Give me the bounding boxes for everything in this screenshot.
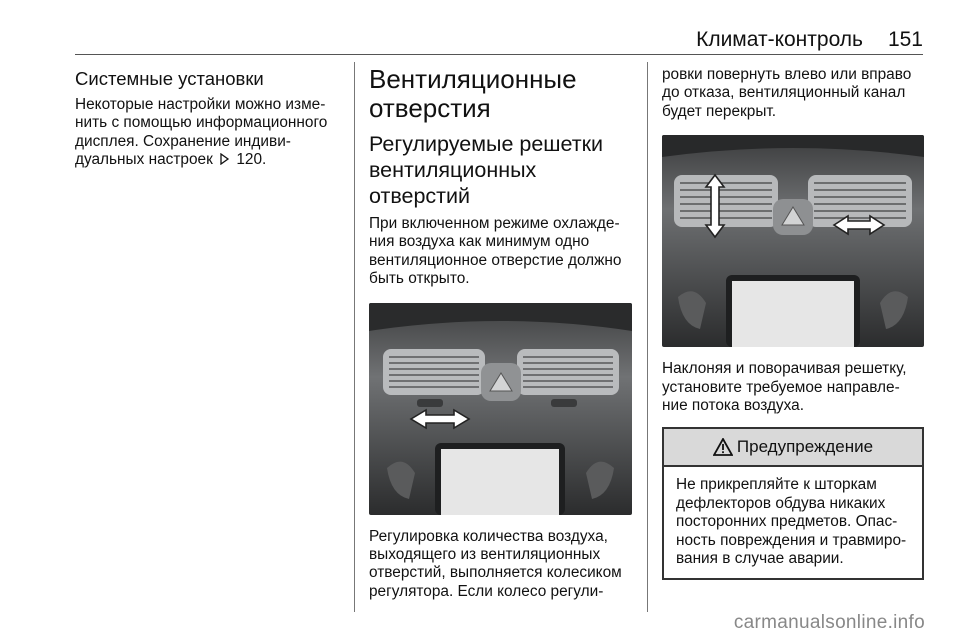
column-air-vents [369, 62, 634, 601]
text-line: нить с помощью информационного [75, 114, 328, 132]
section-title: Климат-контроль [696, 28, 863, 51]
text-line: посторонних предметов. Опас- [676, 513, 898, 531]
vent-wheel-photo [369, 303, 632, 515]
text-line: ния воздуха как минимум одно [369, 233, 590, 251]
text-line: ность повреждения и травмиро- [676, 531, 907, 549]
subtitle-line: вентиляционных [369, 158, 537, 182]
text-line: дефлекторов обдува никаких [676, 494, 886, 512]
text-line: Не прикрепляйте к шторкам [676, 476, 877, 494]
column-system-settings [75, 62, 341, 170]
warning-title: Предупреждение [736, 437, 874, 457]
text-line: вентиляционное отверстие должно [369, 251, 622, 269]
text-line: быть открыто. [369, 270, 470, 288]
text-line: Регулировка количества воздуха, [369, 527, 608, 545]
page-number: 151 [887, 28, 923, 51]
column-divider [647, 62, 648, 612]
text-line: отверстий, выполняется колесиком [369, 564, 622, 582]
text-line: При включенном режиме охлажде- [369, 215, 620, 232]
text-line: дисплея. Сохранение индиви- [75, 132, 291, 150]
warning-header [664, 429, 922, 467]
subtitle-line: отверстий [369, 184, 471, 208]
text-line: ровки повернуть влево или вправо [662, 66, 912, 83]
text-line: ние потока воздуха. [662, 397, 804, 415]
subtitle-line: Регулируемые решетки [369, 132, 604, 156]
warning-triangle-icon [713, 438, 733, 456]
text-line: будет перекрыт. [662, 102, 777, 120]
text-line: Наклоняя и поворачивая решетку, [662, 360, 907, 378]
air-vents-title [369, 65, 634, 123]
title-line: отверстия [369, 93, 491, 123]
watermark: carmanualsonline.info [733, 612, 925, 633]
page-header [75, 28, 923, 55]
text-line: выходящего из вентиляционных [369, 546, 601, 564]
title-line: Вентиляционные [369, 64, 577, 94]
text-line [75, 151, 341, 169]
page-reference-icon [219, 153, 230, 165]
page-reference[interactable]: 120. [236, 151, 267, 169]
text-line: Некоторые настройки можно изме- [75, 96, 326, 113]
column-vent-direction [662, 62, 924, 580]
warning-body [664, 467, 922, 578]
warning-box [662, 427, 924, 580]
text-fragment: дуальных настроек [75, 151, 213, 169]
text-line: до отказа, вентиляционный канал [662, 84, 906, 102]
column-divider [354, 62, 355, 612]
text-line: вания в случае аварии. [676, 550, 844, 568]
system-settings-heading: Системные установки [75, 68, 264, 89]
vent-direction-photo [662, 135, 924, 347]
text-line: установите требуемое направле- [662, 378, 900, 396]
adjustable-vents-subtitle [369, 131, 634, 209]
text-line: регулятора. Если колесо регули- [369, 582, 604, 600]
